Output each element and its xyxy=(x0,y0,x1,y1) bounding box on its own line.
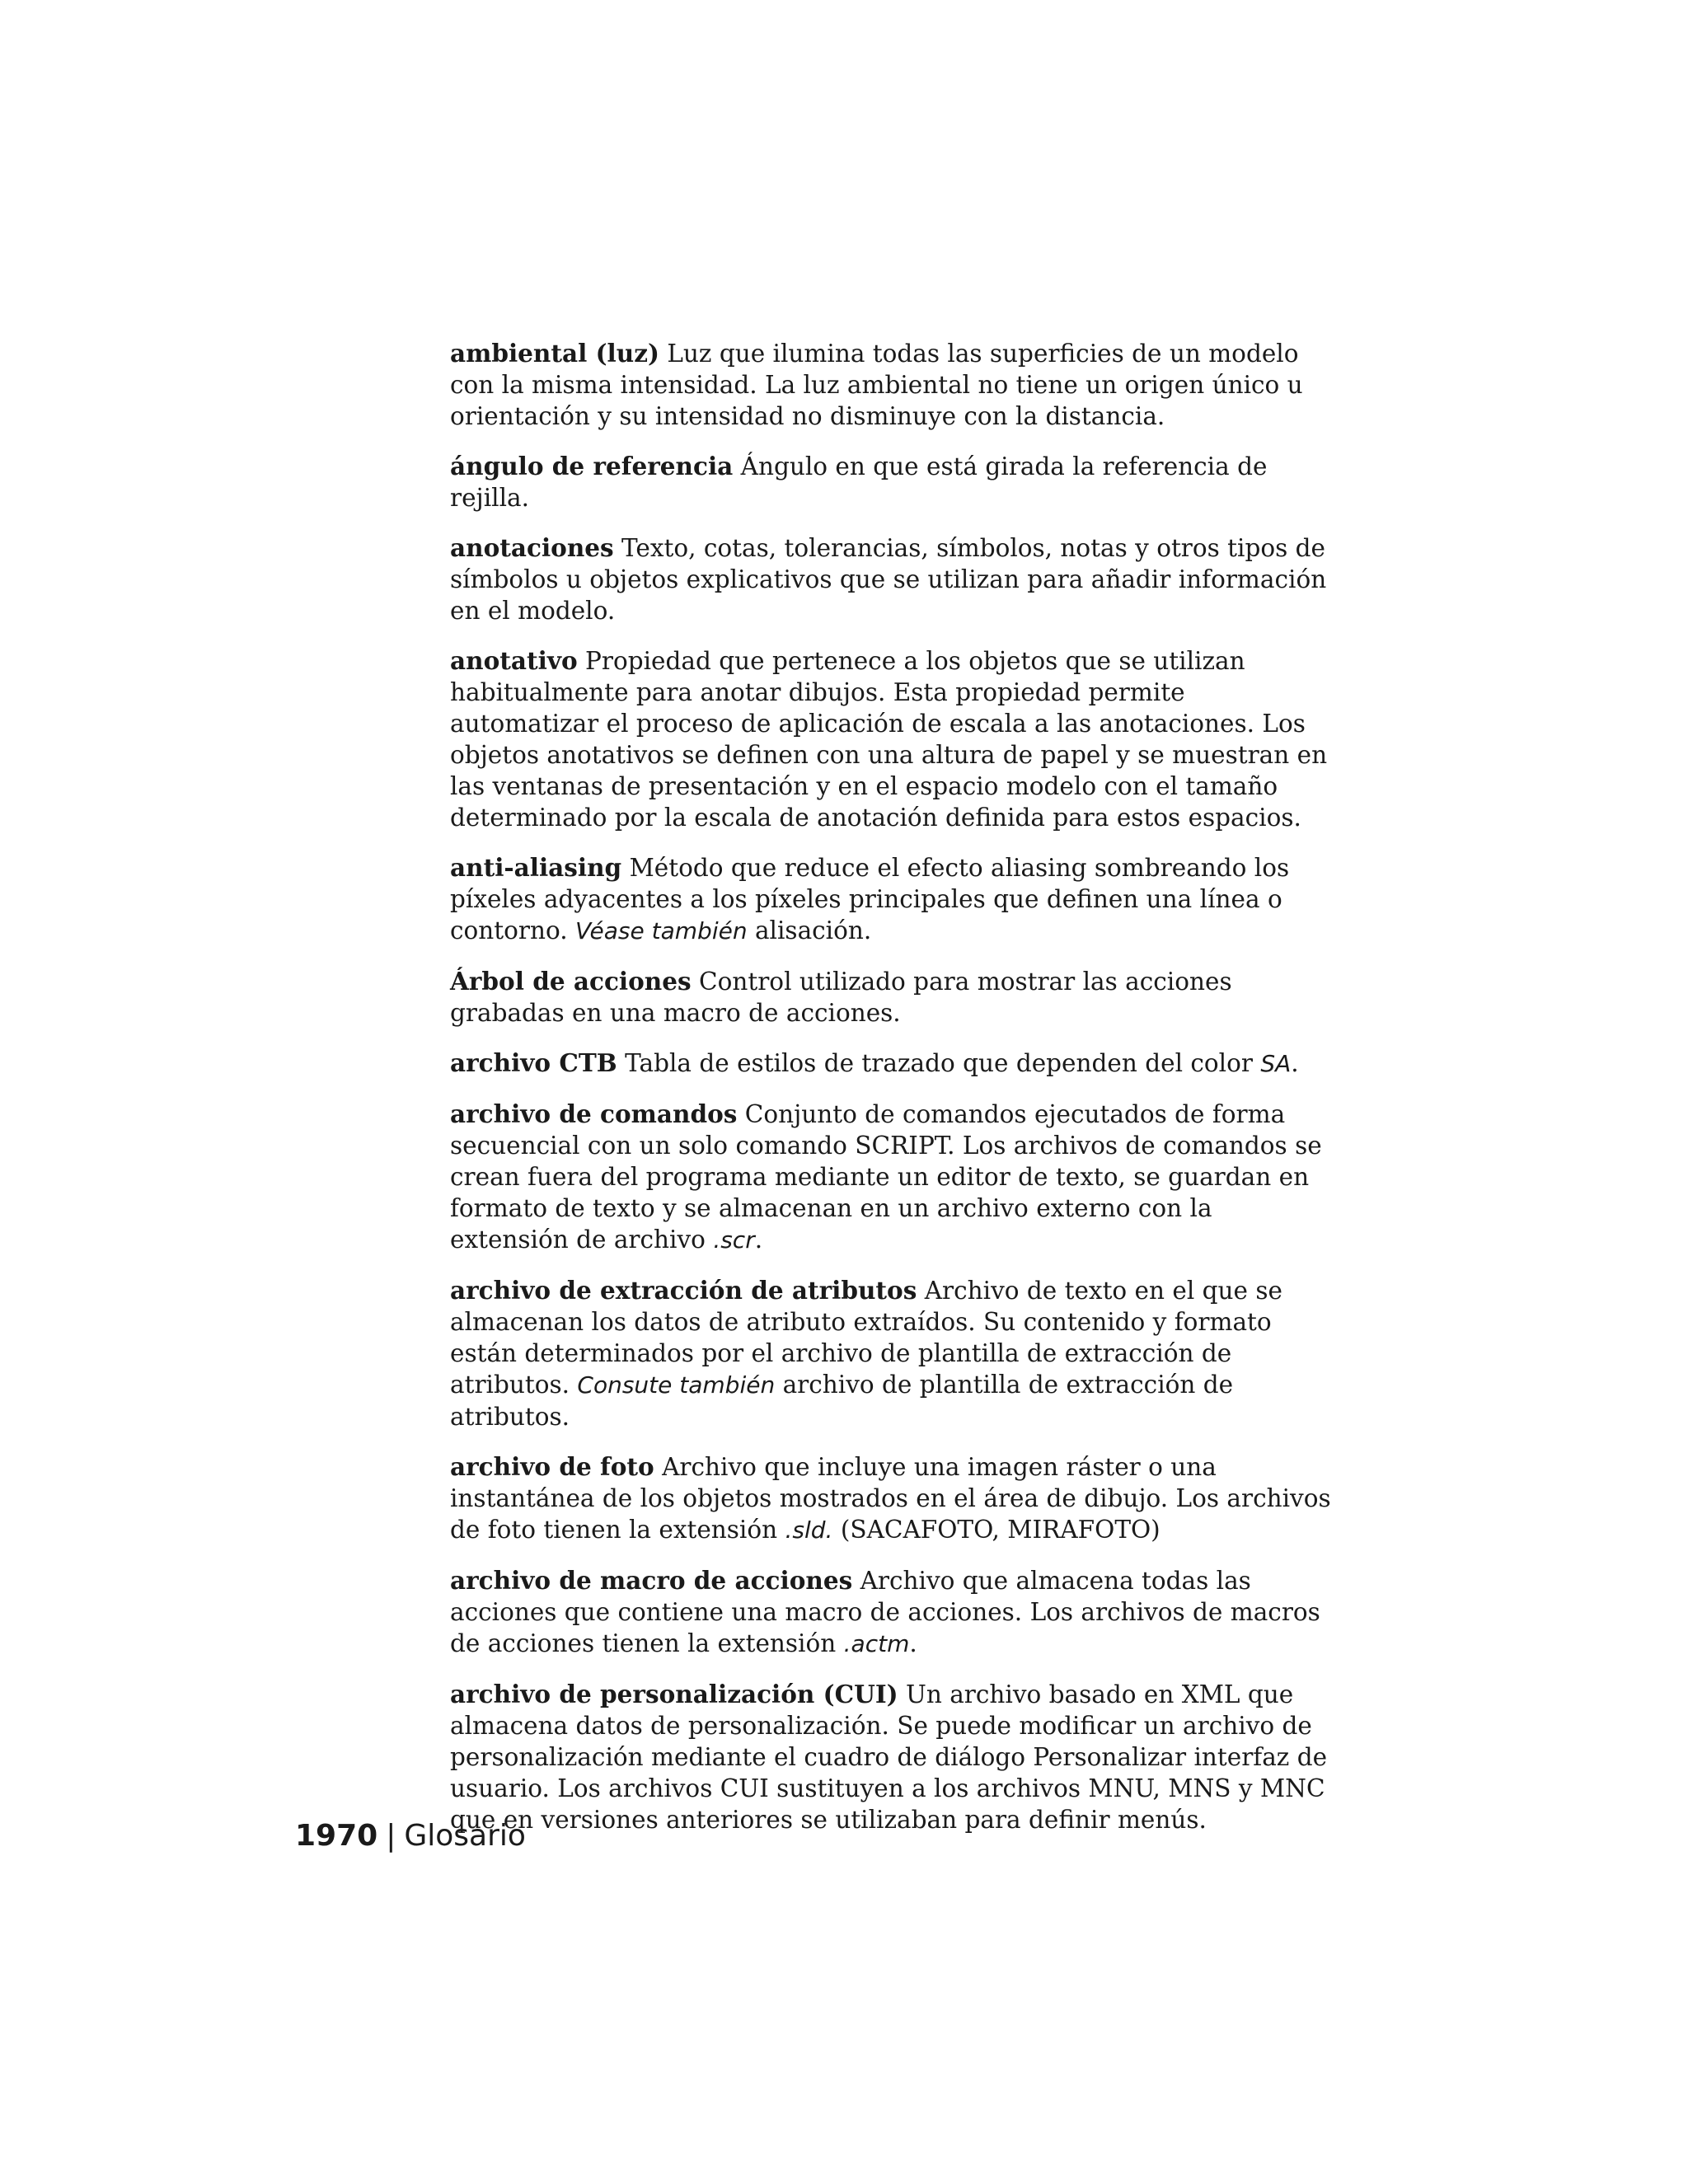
glossary-definition: Un archivo basado en XML que almacena datos de personalización. Se puede modificar un archivo de personalización mediante el cuadro de diálogo Personalizar interfaz de usuario. Los archivos CUI sustituyen a los archivos MNU, MNS y MNC que en versiones anteriores se utilizaban para definir menús. xyxy=(450,1680,1328,1834)
glossary-entry xyxy=(450,451,1332,513)
glossary-definition: Propiedad que pertenece a los objetos que se utilizan habitualmente para anotar dibujos. Esta propiedad permite automatizar el proceso de aplicación de escala a las anotaciones. Los objetos anotativos se definen con una altura de papel y se muestran en las ventanas de presentación y en el espacio modelo con el tamaño determinado por la escala de anotación definida para estos espacios. xyxy=(450,647,1328,832)
glossary-definition: Ángulo en que está girada la referencia de rejilla. xyxy=(450,452,1268,512)
footer-separator: | xyxy=(386,1819,396,1853)
glossary-entry xyxy=(450,852,1332,947)
glossary-term: Árbol de acciones xyxy=(450,967,692,996)
glossary-entry xyxy=(450,1565,1332,1660)
glossary-entry xyxy=(450,1099,1332,1256)
glossary-definition: Conjunto de comandos ejecutados de forma secuencial con un solo comando SCRIPT. Los archivos de comandos se crean fuera del programa mediante un editor de texto, se guardan en formato de texto y se almacenan en un archivo externo con la extensión de archivo xyxy=(450,1100,1322,1254)
glossary-definition: Archivo que almacena todas las acciones que contiene una macro de acciones. Los archivos de macros de acciones tienen la extensión xyxy=(450,1567,1320,1657)
glossary-definition: Texto, cotas, tolerancias, símbolos, notas y otros tipos de símbolos u objetos explicativos que se utilizan para añadir información en el modelo. xyxy=(450,534,1327,625)
glossary-entry xyxy=(450,338,1332,432)
glossary-entry xyxy=(450,1679,1332,1835)
glossary-entry xyxy=(450,645,1332,833)
glossary-entry xyxy=(450,1451,1332,1546)
glossary-term: archivo CTB xyxy=(450,1048,617,1077)
cross-reference-label: Véase también xyxy=(575,917,748,944)
glossary-term: anotativo xyxy=(450,646,578,675)
glossary-definition: Control utilizado para mostrar las acciones grabadas en una macro de acciones. xyxy=(450,968,1232,1027)
glossary-term: archivo de macro de acciones xyxy=(450,1566,853,1595)
page-number: 1970 xyxy=(295,1819,378,1853)
glossary-term: ambiental (luz) xyxy=(450,339,659,368)
glossary-definition: Archivo que incluye una imagen ráster o una instantánea de los objetos mostrados en el área de dibujo. Los archivos de foto tienen la extensión xyxy=(450,1453,1331,1544)
glossary-entry xyxy=(450,966,1332,1029)
section-title: Glosario xyxy=(404,1819,526,1853)
file-extension: .actm xyxy=(843,1630,910,1657)
trailing-text: . xyxy=(909,1629,917,1657)
glossary-term: ángulo de referencia xyxy=(450,452,734,480)
cross-reference-label: Consute también xyxy=(577,1371,776,1399)
glossary-definition: Luz que ilumina todas las superficies de un modelo con la misma intensidad. La luz ambiental no tiene un origen único u orientación y su intensidad no disminuye con la distancia. xyxy=(450,340,1303,430)
glossary-definition: Tabla de estilos de trazado que dependen del color xyxy=(625,1049,1253,1077)
italic-text: SA xyxy=(1260,1050,1292,1077)
file-extension: .sld. xyxy=(785,1516,833,1544)
trailing-text: . xyxy=(1291,1049,1299,1077)
cross-reference-target: alisación. xyxy=(754,916,872,944)
glossary-content xyxy=(450,338,1332,1854)
glossary-term: archivo de personalización (CUI) xyxy=(450,1680,898,1708)
glossary-definition: Archivo de texto en el que se almacenan los datos de atributo extraídos. Su contenido y formato están determinados por el archivo de plantilla de extracción de atributos. xyxy=(450,1277,1282,1399)
trailing-text: (SACAFOTO, MIRAFOTO) xyxy=(840,1516,1160,1544)
glossary-definition: Método que reduce el efecto aliasing sombreando los píxeles adyacentes a los píxeles principales que definen una línea o contorno. xyxy=(450,854,1290,944)
cross-reference-target: archivo de plantilla de extracción de atributos. xyxy=(450,1371,1234,1431)
trailing-text: . xyxy=(754,1226,763,1254)
glossary-entry xyxy=(450,1275,1332,1432)
page-footer xyxy=(295,1818,526,1854)
glossary-term: anotaciones xyxy=(450,533,614,562)
glossary-entry xyxy=(450,1047,1332,1080)
glossary-term: archivo de extracción de atributos xyxy=(450,1276,917,1305)
file-extension: .scr xyxy=(713,1226,755,1254)
glossary-term: anti-aliasing xyxy=(450,853,622,882)
glossary-term: archivo de comandos xyxy=(450,1099,738,1128)
glossary-term: archivo de foto xyxy=(450,1452,654,1481)
glossary-entry xyxy=(450,532,1332,626)
